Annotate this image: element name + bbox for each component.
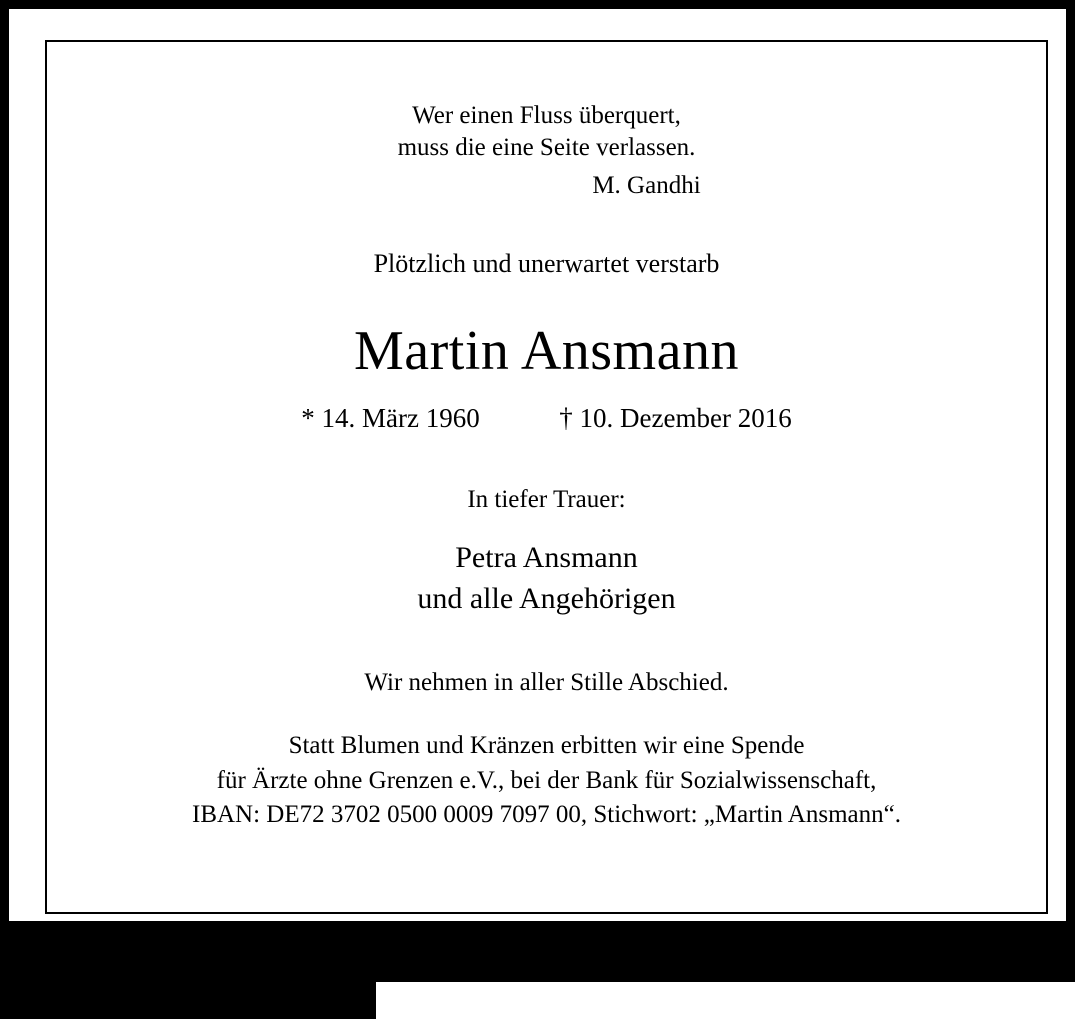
deceased-name: Martin Ansmann (354, 320, 739, 383)
bottom-black-bar-left (0, 930, 376, 1019)
obituary-content (47, 42, 1046, 912)
mourner-name: Petra Ansmann (455, 540, 638, 574)
donation-line-1: Statt Blumen und Kränzen erbitten wir eine Spende (288, 732, 805, 760)
quote-block (47, 100, 1046, 201)
birth-date: * 14. März 1960 (301, 402, 480, 433)
quote-line-2: muss die eine Seite verlassen. (397, 133, 696, 161)
donation-line-3: IBAN: DE72 3702 0500 0009 7097 00, Stichwort: „Martin Ansmann“. (192, 800, 901, 828)
mourners-block (47, 538, 1046, 620)
inner-frame (45, 40, 1048, 914)
quote-author: M. Gandhi (592, 171, 701, 199)
donation-line-2: für Ärzte ohne Grenzen e.V., bei der Bank für Sozialwissenschaft, (216, 766, 877, 794)
intro-text: Plötzlich und unerwartet verstarb (373, 249, 720, 279)
quote-line-1: Wer einen Fluss überquert, (412, 102, 681, 129)
mourning-label: In tiefer Trauer: (467, 485, 626, 513)
life-dates (47, 403, 1046, 434)
bottom-black-bar-right (376, 930, 1075, 982)
mourner-relatives: und alle Angehörigen (417, 581, 676, 615)
farewell-text: Wir nehmen in aller Stille Abschied. (364, 669, 729, 697)
donation-block (47, 729, 1046, 832)
bottom-white-area (376, 982, 1075, 1019)
death-date: † 10. Dezember 2016 (559, 402, 792, 433)
